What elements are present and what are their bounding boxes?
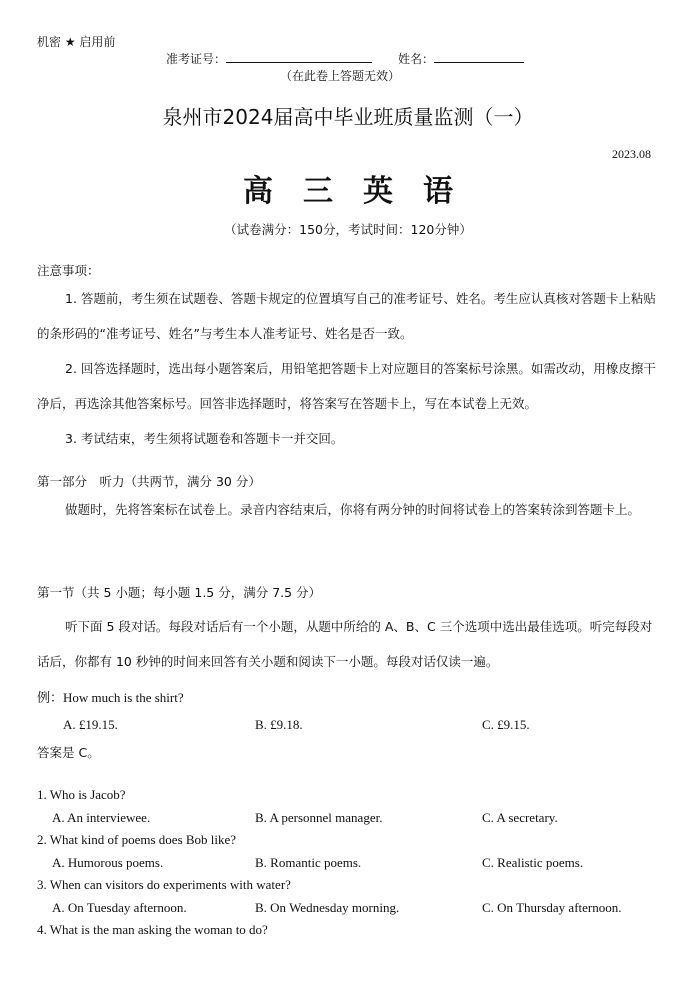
example-answer: 答案是 C。	[37, 745, 100, 760]
question-3: 3. When can visitors do experiments with water?	[37, 877, 291, 892]
note-item-2: 2. 回答选择题时，选出每小题答案后，用铅笔把答题卡上对应题目的答案标号涂黑。如需改动，用橡皮擦干净后，再选涂其他答案标号。回答非选择题时，将答案写在答题卡上，写在本试卷上无效。	[37, 361, 656, 411]
name-field[interactable]	[398, 50, 524, 67]
notes-heading: 注意事项：	[37, 263, 100, 278]
subject-title: 高 三 英 语	[243, 174, 453, 209]
question-4: 4. What is the man asking the woman to do?	[37, 922, 268, 937]
confidential-label: 机密 ★ 启用前	[37, 35, 116, 49]
part1-instruction: 做题时，先将答案标在试卷上。录音内容结束后，你将有两分钟的时间将试卷上的答案转涂到答题卡上。	[65, 502, 641, 517]
example-question: 例：How much is the shirt?	[37, 690, 184, 705]
example-option-b: B. £9.18.	[255, 717, 303, 732]
question-1: 1. Who is Jacob?	[37, 787, 126, 802]
exam-info: （试卷满分：150分，考试时间：120分钟）	[224, 222, 472, 237]
q1-option-a[interactable]: A. An interviewee.	[52, 810, 151, 825]
part1-heading: 第一部分 听力（共两节，满分 30 分）	[37, 474, 261, 489]
exam-id-field[interactable]	[166, 50, 372, 67]
section1-instruction: 听下面 5 段对话。每段对话后有一个小题，从题中所给的 A、B、C 三个选项中选出最佳选项。听完每段对话后，你都有 10 秒钟的时间来回答有关小题和阅读下一小题。每段对话仅读一遍。	[37, 619, 653, 669]
q2-option-a[interactable]: A. Humorous poems.	[52, 855, 164, 870]
name-label: 姓名：	[398, 52, 435, 66]
question-2: 2. What kind of poems does Bob like?	[37, 832, 237, 847]
q1-option-c[interactable]: C. A secretary.	[482, 810, 558, 825]
exam-date: 2023.08	[612, 147, 651, 161]
q3-option-a[interactable]: A. On Tuesday afternoon.	[52, 900, 187, 915]
exam-id-blank[interactable]	[226, 50, 372, 63]
answer-invalid-note: （在此卷上答题无效）	[280, 69, 401, 83]
q3-option-b[interactable]: B. On Wednesday morning.	[255, 900, 400, 915]
note-item-3: 3. 考试结束，考生须将试题卷和答题卡一并交回。	[65, 431, 344, 446]
name-blank[interactable]	[434, 50, 524, 63]
q3-option-c[interactable]: C. On Thursday afternoon.	[482, 900, 622, 915]
q2-option-b[interactable]: B. Romantic poems.	[255, 855, 362, 870]
section1-heading: 第一节（共 5 小题；每小题 1.5 分，满分 7.5 分）	[37, 585, 322, 600]
q1-option-b[interactable]: B. A personnel manager.	[255, 810, 383, 825]
example-option-a: A. £19.15.	[63, 717, 118, 732]
example-option-c: C. £9.15.	[482, 717, 530, 732]
exam-id-label: 准考证号：	[166, 52, 227, 66]
note-item-1: 1. 答题前，考生须在试题卷、答题卡规定的位置填写自己的准考证号、姓名。考生应认真核对答题卡上粘贴的条形码的“准考证号、姓名”与考生本人准考证号、姓名是否一致。	[37, 291, 656, 341]
exam-title: 泉州市2024届高中毕业班质量监测（一）	[162, 105, 534, 129]
q2-option-c[interactable]: C. Realistic poems.	[482, 855, 584, 870]
